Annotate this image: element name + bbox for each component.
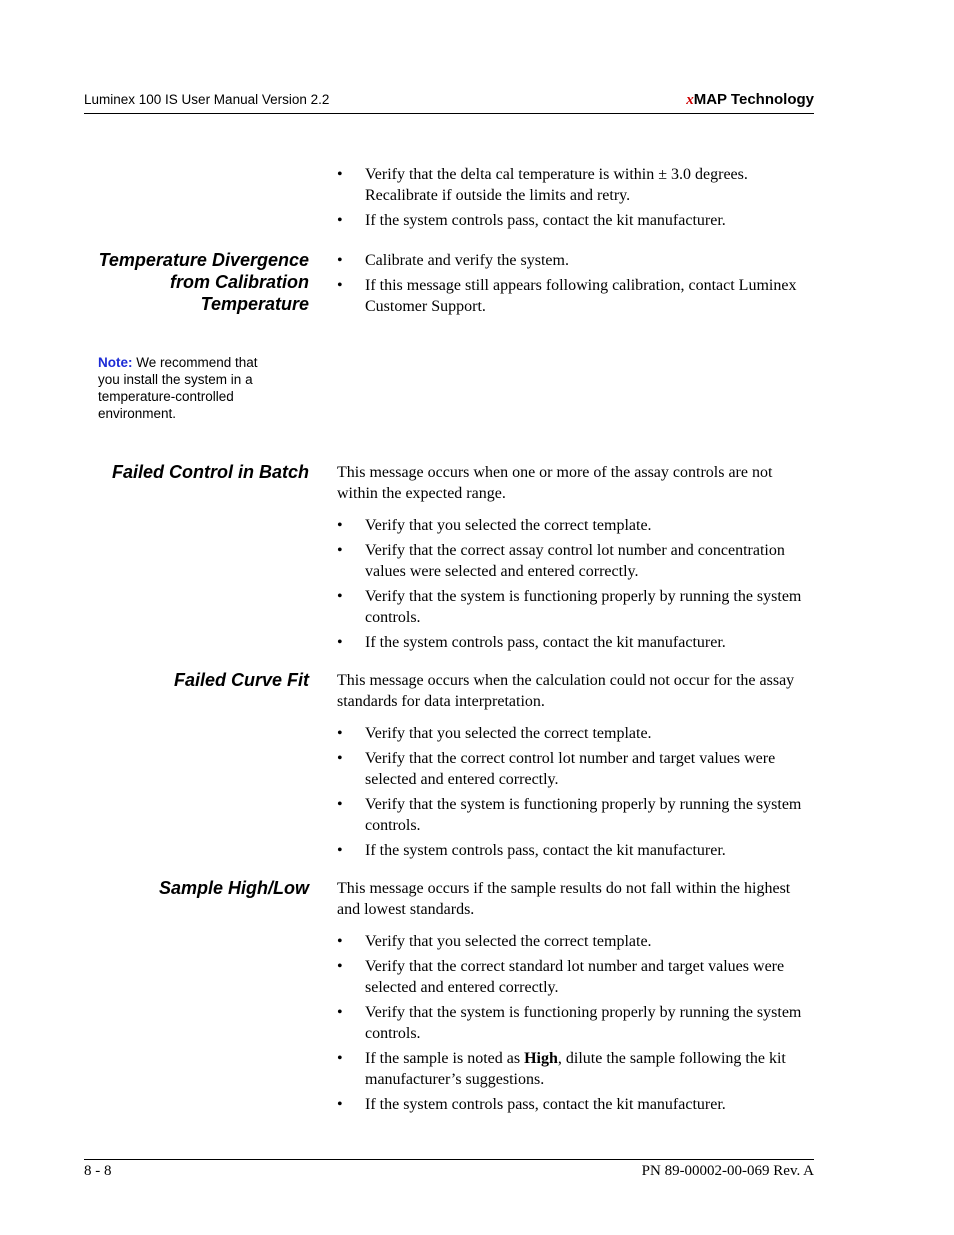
high-bold: High xyxy=(524,1050,558,1067)
list-item: • Verify that the system is functioning properly by running the system controls. xyxy=(337,1002,815,1044)
running-header-brand xyxy=(686,91,814,109)
list-item: • If the system controls pass, contact the kit manufacturer. xyxy=(337,840,815,861)
list-item: • Verify that you selected the correct template. xyxy=(337,723,815,744)
page-number: 8 - 8 xyxy=(84,1163,112,1179)
list-item: • Verify that you selected the correct template. xyxy=(337,515,815,536)
brand-x: x xyxy=(686,92,694,108)
heading-failed-curve-fit: Failed Curve Fit xyxy=(173,670,309,690)
list-item: • Verify that the delta cal temperature is within ± 3.0 degrees. Recalibrate if outside the limits and retry. xyxy=(337,164,815,206)
list-item: • If the system controls pass, contact the kit manufacturer. xyxy=(337,632,815,653)
high-post: , dilute the sample following the kit manufacturer’s suggestions. xyxy=(365,1050,786,1088)
list-item: • Calibrate and verify the system. xyxy=(337,250,815,271)
heading-failed-control: Failed Control in Batch xyxy=(111,462,309,482)
high-pre: If the sample is noted as xyxy=(365,1050,525,1067)
note-text: We recommend that you install the system in a temperature-controlled environment. xyxy=(98,355,258,421)
bullet-list xyxy=(337,515,815,653)
bullet-list xyxy=(337,723,815,861)
list-item: • Verify that the correct standard lot number and target values were selected and entered correctly. xyxy=(337,956,815,998)
footer-rule xyxy=(84,1159,814,1160)
running-header-title: Luminex 100 IS User Manual Version 2.2 xyxy=(84,92,330,107)
section-failed-curve xyxy=(337,670,815,865)
section-intro: This message occurs if the sample results do not fall within the highest and lowest standards. xyxy=(337,880,791,918)
note-label: Note: xyxy=(98,355,133,370)
section-temperature xyxy=(337,250,815,321)
heading-temperature-divergence: Temperature Divergence from Calibration Temperature xyxy=(98,250,309,314)
brand-rest: MAP Technology xyxy=(693,91,814,108)
list-item xyxy=(337,1048,815,1090)
part-number: PN 89-00002-00-069 Rev. A xyxy=(641,1163,814,1179)
list-item: • Verify that the correct control lot number and target values were selected and entered correctly. xyxy=(337,748,815,790)
list-item: • If this message still appears following calibration, contact Luminex Customer Support. xyxy=(337,275,815,317)
list-item: • If the system controls pass, contact the kit manufacturer. xyxy=(337,1094,815,1115)
list-item: • Verify that the system is functioning properly by running the system controls. xyxy=(337,794,815,836)
heading-sample-high-low: Sample High/Low xyxy=(158,878,309,898)
section-intro: This message occurs when one or more of the assay controls are not within the expected range. xyxy=(337,464,773,502)
section-continued xyxy=(337,164,815,235)
list-item: • Verify that the correct assay control lot number and concentration values were selected and entered correctly. xyxy=(337,540,815,582)
bullet-list xyxy=(337,164,815,231)
header-rule xyxy=(84,113,814,114)
list-item: • Verify that the system is functioning properly by running the system controls. xyxy=(337,586,815,628)
list-item: • Verify that you selected the correct template. xyxy=(337,931,815,952)
bullet-list xyxy=(337,250,815,317)
section-failed-control xyxy=(337,462,815,657)
section-sample xyxy=(337,878,815,1119)
note-callout xyxy=(98,354,283,422)
section-intro: This message occurs when the calculation could not occur for the assay standards for data interpretation. xyxy=(337,672,795,710)
bullet-list xyxy=(337,931,815,1115)
list-item: • If the system controls pass, contact the kit manufacturer. xyxy=(337,210,815,231)
